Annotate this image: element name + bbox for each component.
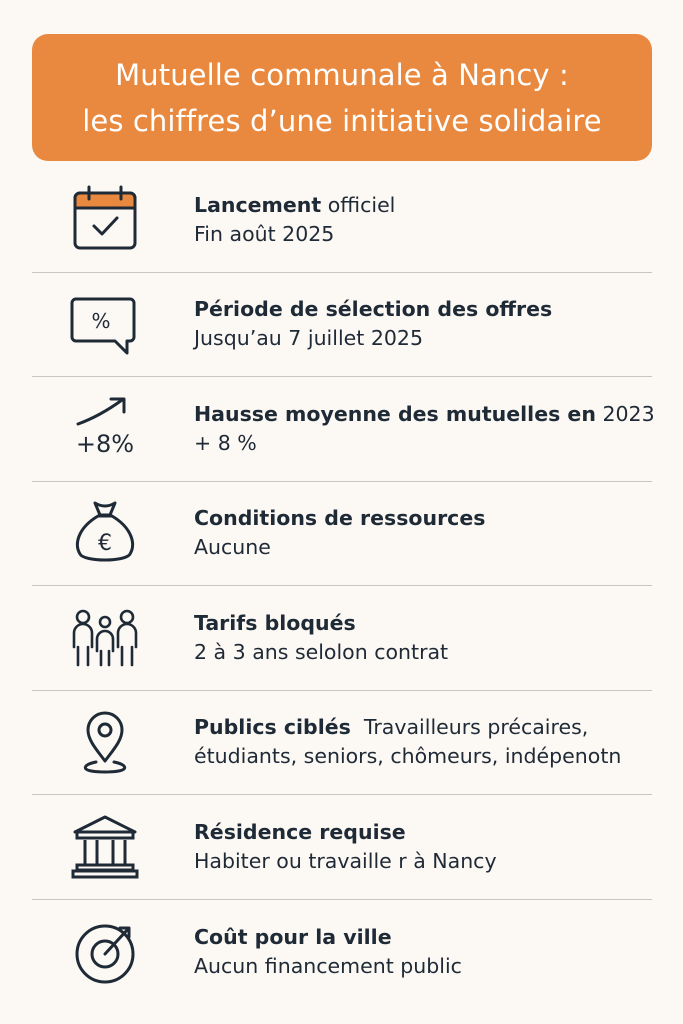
trend-label: +8%	[75, 429, 135, 458]
item-title-rest: 2023	[595, 401, 655, 426]
item-text	[194, 295, 654, 353]
percent-speech-bubble-icon	[70, 289, 140, 359]
item-title: Lancement	[194, 192, 322, 217]
list-item-conditions	[32, 482, 652, 587]
item-value: Fin août 2025	[194, 221, 335, 246]
calendar-check-icon	[70, 185, 140, 255]
target-arrow-icon	[70, 917, 140, 987]
item-title: Conditions de ressources	[194, 506, 486, 531]
item-text	[194, 400, 654, 458]
item-value: Jusqu’au 7 juillet 2025	[194, 326, 423, 351]
item-value: + 8 %	[194, 430, 257, 455]
item-value: 2 à 3 ans selolon contrat	[194, 639, 449, 664]
item-text	[194, 504, 654, 562]
item-title: Résidence requise	[194, 819, 406, 844]
item-title-rest: Travailleurs précaires,	[350, 715, 589, 740]
item-text	[194, 713, 654, 771]
item-title-rest: officiel	[321, 192, 396, 217]
svg-text:€: €	[98, 531, 112, 557]
facts-list	[32, 168, 655, 1004]
svg-text:%: %	[91, 309, 111, 334]
trend-up-percent-icon	[70, 394, 140, 464]
list-item-tarifs	[32, 586, 652, 691]
item-value: Aucune	[194, 535, 271, 560]
list-item-periode	[32, 273, 652, 378]
location-pin-icon	[70, 707, 140, 777]
family-people-icon	[70, 603, 140, 673]
item-value: Habiter ou travaille r à Nancy	[194, 848, 497, 873]
item-text	[194, 609, 654, 667]
list-item-cout	[32, 900, 652, 1005]
header-banner	[32, 34, 652, 161]
item-text	[194, 923, 654, 981]
item-text	[194, 191, 654, 249]
list-item-publics	[32, 691, 652, 796]
item-title: Hausse moyenne des mutuelles en	[194, 401, 596, 426]
item-text	[194, 818, 654, 876]
list-item-residence	[32, 795, 652, 900]
page-title-line-1: Mutuelle communale à Nancy :	[115, 57, 569, 92]
page-title-line-2: les chiffres d’une initiative solidaire	[82, 103, 602, 138]
item-title: Période de sélection des offres	[194, 297, 553, 322]
item-title: Tarifs bloqués	[194, 610, 356, 635]
town-hall-building-icon	[70, 812, 140, 882]
item-title: Coût pour la ville	[194, 924, 392, 949]
item-value: Aucun financement public	[194, 953, 462, 978]
euro-money-bag-icon	[70, 498, 140, 568]
list-item-hausse	[32, 377, 655, 482]
item-title: Publics ciblés	[194, 715, 351, 740]
list-item-lancement	[32, 168, 652, 273]
item-value: étudiants, seniors, chômeurs, indépenotn	[194, 744, 622, 769]
